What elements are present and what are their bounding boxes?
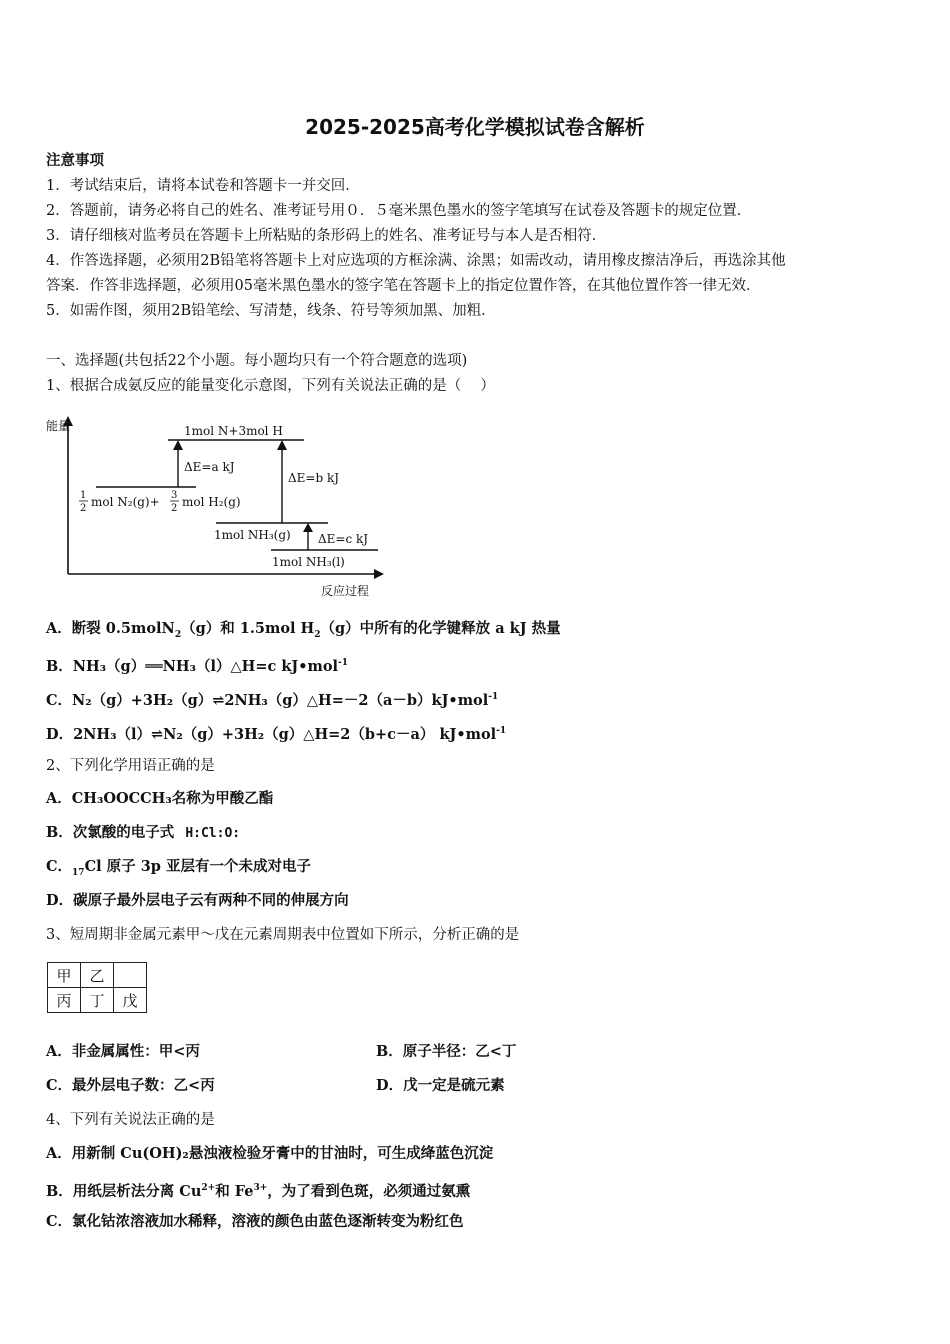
q2-option-b: B．次氯酸的电子式 H:Cl:O: xyxy=(46,824,241,841)
question-4-stem: 4、下列有关说法正确的是 xyxy=(46,1112,215,1128)
electron-formula: H:Cl:O: xyxy=(185,826,241,841)
notice-item: 4．作答选择题，必须用2B铅笔将答题卡上对应选项的方框涂满、涂黑；如需改动，请用橡皮擦洁净后，再选涂其他 xyxy=(46,253,786,269)
x-axis-label: 反应过程 xyxy=(321,584,370,598)
question-1-stem: 1、根据合成氨反应的能量变化示意图，下列有关说法正确的是（ ） xyxy=(46,378,495,394)
notice-item: 答案．作答非选择题，必须用05毫米黑色墨水的签字笔在答题卡上的指定位置作答，在其他位置作答一律无效． xyxy=(46,278,761,294)
arrow-b-head xyxy=(277,440,287,450)
svg-text:mol N₂(g)+: mol N₂(g)+ xyxy=(91,495,160,509)
x-axis-arrow xyxy=(374,569,384,579)
level-top-label: 1mol N+3mol H xyxy=(184,424,283,438)
q3-option-d: D．戊一定是硫元素 xyxy=(376,1077,505,1094)
level-nh3-gas-label: 1mol NH₃(g) xyxy=(214,528,291,542)
table-cell xyxy=(114,963,147,988)
notice-item: 1．考试结束后，请将本试卷和答题卡一并交回． xyxy=(46,178,360,194)
svg-text:2: 2 xyxy=(80,503,87,514)
table-cell: 甲 xyxy=(48,963,81,988)
q3-option-a: A．非金属属性：甲<丙 xyxy=(46,1043,200,1060)
svg-text:mol H₂(g): mol H₂(g) xyxy=(182,495,241,509)
delta-e-b-label: ΔE=b kJ xyxy=(288,471,340,485)
q3-option-b: B．原子半径：乙<丁 xyxy=(376,1043,517,1060)
q3-option-c: C．最外层电子数：乙<丙 xyxy=(46,1077,215,1094)
notice-item: 2．答题前，请务必将自己的姓名、准考证号用０．５毫米黑色墨水的签字笔填写在试卷及答题卡的规定位置． xyxy=(46,203,752,219)
notice-item: 3．请仔细核对监考员在答题卡上所粘贴的条形码上的姓名、准考证号与本人是否相符． xyxy=(46,228,607,244)
page-title: 2025-2025高考化学模拟试卷含解析 xyxy=(305,115,645,139)
svg-text:2: 2 xyxy=(171,503,178,514)
energy-diagram xyxy=(46,414,391,600)
q2-option-a: A．CH₃OOCCH₃名称为甲酸乙酯 xyxy=(46,790,274,807)
table-row xyxy=(48,963,147,988)
table-cell: 乙 xyxy=(81,963,114,988)
delta-e-c-label: ΔE=c kJ xyxy=(318,532,369,546)
q2-option-d: D．碳原子最外层电子云有两种不同的伸展方向 xyxy=(46,892,349,909)
y-axis-label: 能量 xyxy=(46,419,71,433)
table-row xyxy=(48,988,147,1013)
q4-option-b: B．用纸层析法分离 $Cu^{2+}$和 $Fe^{3+}$，为了看到色斑，必须通过氨熏 xyxy=(46,1182,471,1200)
table-cell: 丙 xyxy=(48,988,81,1013)
q1-option-d: D．2NH₃（l）⇌N₂（g）+3H₂（g）△H=2（b+c－a） kJ•mol$^{-1}$ xyxy=(46,725,507,743)
table-cell: 丁 xyxy=(81,988,114,1013)
delta-e-a-label: ΔE=a kJ xyxy=(184,460,235,474)
notice-item: 5．如需作图，须用2B铅笔绘、写清楚，线条、符号等须加黑、加粗． xyxy=(46,303,496,319)
question-2-stem: 2、下列化学用语正确的是 xyxy=(46,758,215,774)
table-cell: 戊 xyxy=(114,988,147,1013)
q1-option-a: A．断裂 0.5molN$_2$（g）和 1.5mol $H_2(g)$中所有的化学键释放 a kJ 热量 xyxy=(46,620,561,640)
q1-option-b: B．NH₃（g）══NH₃（l）△H=c kJ•mol$^{-1}$ xyxy=(46,657,349,675)
svg-text:1: 1 xyxy=(80,490,87,501)
question-3-stem: 3、短周期非金属元素甲～戊在元素周期表中位置如下所示，分析正确的是 xyxy=(46,927,520,943)
periodic-table-fragment xyxy=(47,962,147,1013)
section-heading: 一、选择题(共包括22个小题。每小题均只有一个符合题意的选项) xyxy=(46,353,468,369)
q1-option-c: C．N₂（g）+3H₂（g）⇌2NH₃（g）△H=－2（a－b）kJ•mol$^{-1}$ xyxy=(46,691,499,709)
level-nh3-liquid-label: 1mol NH₃(l) xyxy=(272,555,345,569)
q4-option-a: A．用新制 Cu(OH)₂悬浊液检验牙膏中的甘油时，可生成绛蓝色沉淀 xyxy=(46,1145,494,1162)
notice-heading: 注意事项 xyxy=(46,152,104,169)
svg-text:3: 3 xyxy=(171,490,178,501)
q4-option-c: C．氯化钴浓溶液加水稀释，溶液的颜色由蓝色逐渐转变为粉红色 xyxy=(46,1213,464,1230)
arrow-c-head xyxy=(303,523,313,532)
arrow-a-head xyxy=(173,440,183,450)
q2-option-c: C．$_{17}$Cl 原子 3p 亚层有一个未成对电子 xyxy=(46,858,311,878)
level-reactants-label xyxy=(79,490,241,514)
